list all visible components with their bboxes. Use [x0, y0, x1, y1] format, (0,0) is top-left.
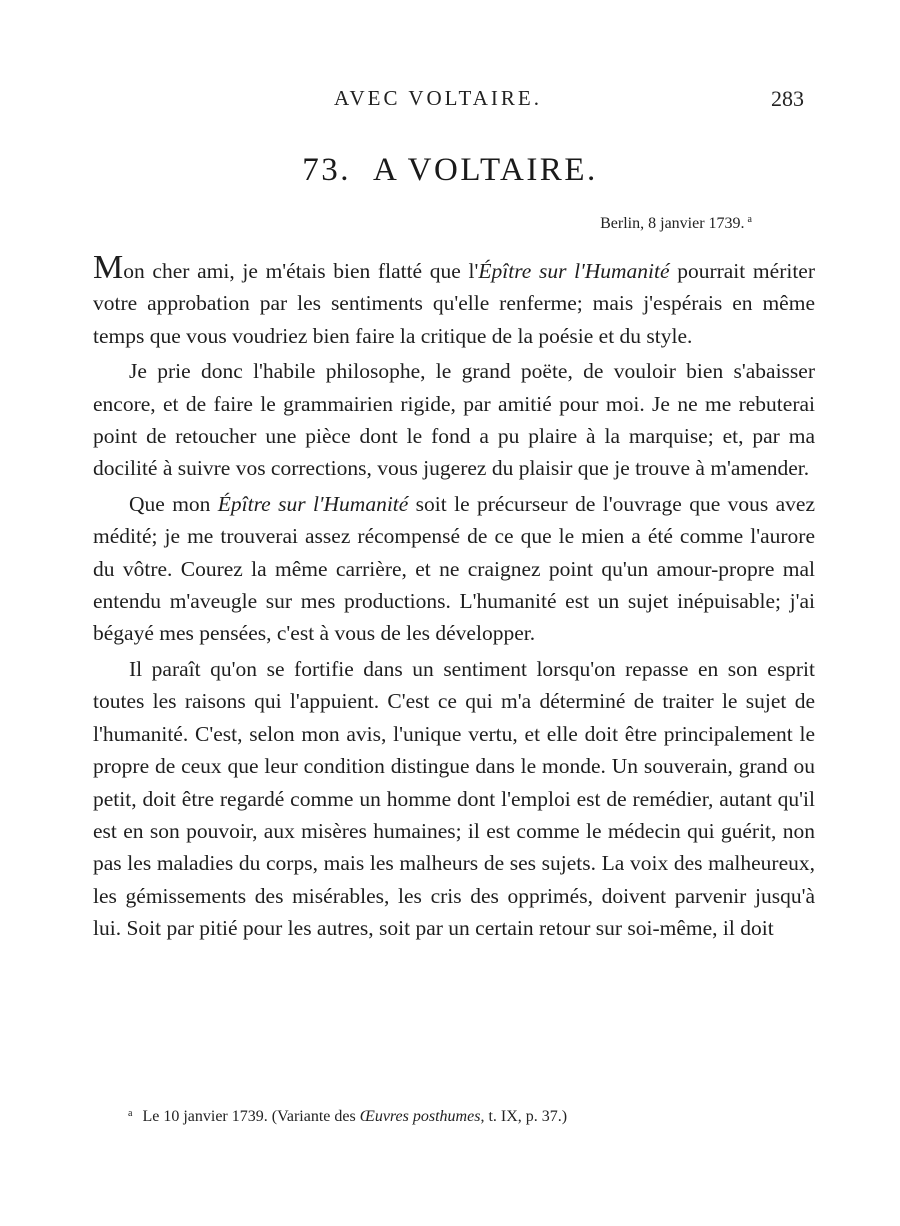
- work-title-italic: Épître sur l'Humanité: [478, 259, 670, 283]
- letter-body: [93, 249, 816, 948]
- letter-heading: A VOLTAIRE.: [373, 152, 598, 188]
- initial-letter: M: [93, 249, 124, 286]
- letter-title: [0, 152, 900, 189]
- footnote-mark: a: [128, 1108, 133, 1119]
- paragraph-3: [93, 488, 815, 650]
- paragraph-1-text-end: pourrait mériter votre approbation par les sentiments qu'elle renferme; mais j'espérais en même temps que vous voudriez bien faire la critique de la poésie et du style.: [93, 259, 816, 348]
- paragraph-3-text-end: soit le précurseur de l'ouvrage que vous avez médité; je me trouverai assez récompensé de ce que le mien a été comme l'aurore du vôtre. Courez la même carrière, et ne craignez point qu'un amour-propre mal entendu m'aveugle sur mes productions. L'humanité est un sujet inépuisable; j'ai bégayé mes pensées, c'est à vous de les développer.: [93, 491, 815, 646]
- dateline: [600, 214, 752, 233]
- footnote-text-start: Le 10 janvier 1739. (Variante des: [142, 1108, 360, 1125]
- paragraph-2: Je prie donc l'habile philosophe, le grand poëte, de vouloir bien s'abaisser encore, et de faire le grammairien rigide, par amitié pour moi. Je ne me rebuterai point de retoucher une pièce dont le fond a pu plaire à la marquise; et, par ma docilité à suivre vos corrections, vous jugerez du plaisir que je trouve à m'amender.: [93, 359, 815, 481]
- letter-number: 73.: [302, 152, 352, 188]
- paragraph-4: Il paraît qu'on se fortifie dans un sentiment lorsqu'on repasse en son esprit toutes les raisons qui l'appuient. C'est ce qui m'a déterminé de traiter le sujet de l'humanité. C'est, selon mon avis, l'unique vertu, et elle doit être principalement le propre de ceux que leur condition distingue dans le monde. Un souverain, grand ou petit, doit être regardé comme un homme dont l'emploi est de remédier, autant qu'il est en son pouvoir, aux misères humaines; il est comme le médecin qui guérit, non pas les maladies du corps, mais les malheurs de ses sujets. La voix des malheureux, les gémissements des misérables, les cris des opprimés, doivent parvenir jusqu'à lui. Soit par pitié pour les autres, soit par un certain retour sur soi-même, il doit: [93, 656, 815, 941]
- paragraph-1: [93, 249, 816, 352]
- paragraph-1-text-start: on cher ami, je m'étais bien flatté que l': [123, 259, 479, 283]
- dateline-footnote-mark: a: [747, 214, 752, 225]
- footnote: [128, 1108, 567, 1126]
- footnote-work-title: Œuvres posthumes: [359, 1108, 481, 1125]
- running-head: AVEC VOLTAIRE.: [334, 86, 542, 110]
- work-title-italic: Épître sur l'Humanité: [217, 491, 409, 516]
- dateline-text: Berlin, 8 janvier 1739.: [600, 215, 745, 232]
- footnote-text-end: , t. IX, p. 37.): [480, 1108, 568, 1125]
- page-number: 283: [771, 86, 804, 111]
- paragraph-3-text-start: Que mon: [129, 491, 218, 516]
